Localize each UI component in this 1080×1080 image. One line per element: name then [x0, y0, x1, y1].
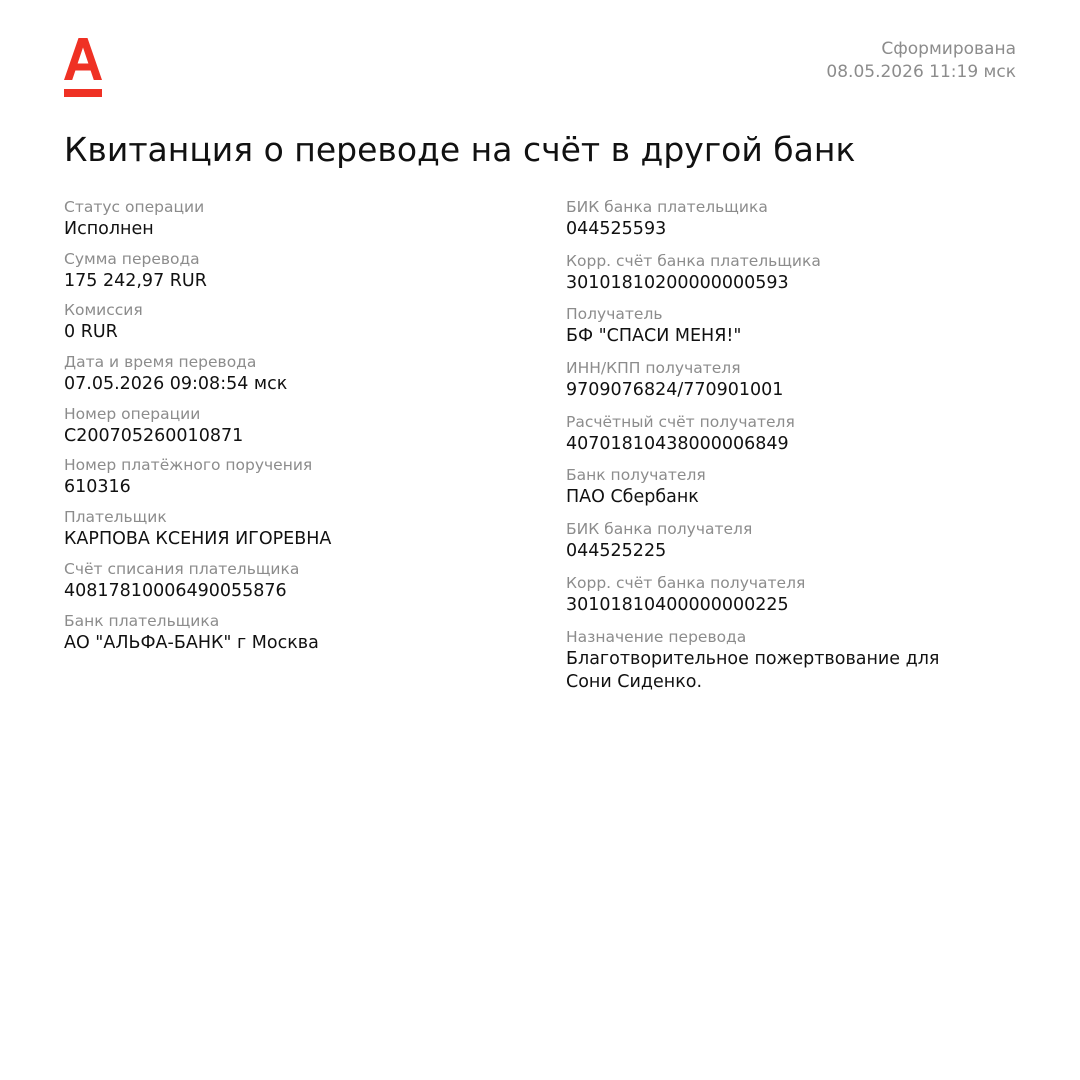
field-transfer-purpose	[566, 627, 1006, 692]
field-label: Номер операции	[64, 404, 201, 423]
field-value: 07.05.2026 09:08:54 мск	[64, 374, 288, 395]
field-value: Благотворительное пожертвование для Сони Сиденко.	[566, 648, 940, 692]
field-label: Расчётный счёт получателя	[566, 412, 795, 431]
field-operation-status	[64, 197, 524, 249]
field-value: 175 242,97 RUR	[64, 270, 207, 291]
field-value: 044525225	[566, 541, 667, 562]
field-recipient	[566, 304, 1006, 358]
generated-info	[826, 38, 1016, 84]
field-transfer-datetime	[64, 352, 524, 404]
field-label: Назначение перевода	[566, 627, 747, 646]
field-label: Корр. счёт банка плательщика	[566, 251, 821, 270]
field-recipient-inn-kpp	[566, 358, 1006, 412]
field-value: 0 RUR	[64, 322, 118, 343]
logo-underline	[64, 89, 102, 97]
field-payer-account	[64, 559, 524, 611]
field-label: Сумма перевода	[64, 249, 200, 268]
field-value: БФ "СПАСИ МЕНЯ!"	[566, 326, 742, 347]
field-value: КАРПОВА КСЕНИЯ ИГОРЕВНА	[64, 529, 332, 550]
field-value: АО "АЛЬФА-БАНК" г Москва	[64, 632, 319, 653]
generated-datetime: 08.05.2026 11:19 мск	[826, 62, 1016, 82]
field-recipient-bank-corr-account	[566, 573, 1006, 627]
field-operation-number	[64, 404, 524, 456]
field-commission	[64, 300, 524, 352]
generated-label: Сформирована	[881, 39, 1016, 59]
alfa-bank-logo	[64, 38, 102, 98]
field-label: Номер платёжного поручения	[64, 456, 313, 475]
field-payment-order-number	[64, 455, 524, 507]
left-column	[64, 197, 524, 662]
field-recipient-bank	[566, 465, 1006, 519]
field-value: 40817810006490055876	[64, 580, 287, 601]
field-label: БИК банка плательщика	[566, 198, 768, 216]
field-value: 9709076824/770901001	[566, 380, 784, 401]
field-value: 610316	[64, 477, 131, 498]
field-label: Дата и время перевода	[64, 353, 257, 372]
receipt-title: Квитанция о переводе на счёт в другой банк	[64, 130, 856, 169]
field-transfer-amount	[64, 249, 524, 301]
field-recipient-account	[566, 412, 1006, 466]
field-value: 40701810438000006849	[566, 433, 789, 454]
field-payer-bank-bik	[566, 197, 1006, 251]
field-value: 30101810200000000593	[566, 272, 789, 293]
field-label: БИК банка получателя	[566, 520, 753, 539]
field-value: ПАО Сбербанк	[566, 487, 699, 508]
field-payer-bank-corr-account	[566, 251, 1006, 305]
field-value: Исполнен	[64, 219, 154, 239]
field-label: Комиссия	[64, 301, 143, 320]
field-label: Банк плательщика	[64, 611, 220, 630]
field-value: 044525593	[566, 219, 667, 239]
field-label: ИНН/КПП получателя	[566, 359, 741, 378]
field-label: Плательщик	[64, 508, 167, 527]
field-value: 30101810400000000225	[566, 594, 789, 615]
field-recipient-bank-bik	[566, 519, 1006, 573]
field-label: Получатель	[566, 305, 663, 324]
field-label: Счёт списания плательщика	[64, 559, 300, 578]
field-payer	[64, 507, 524, 559]
field-label: Статус операции	[64, 198, 205, 216]
field-label: Банк получателя	[566, 466, 706, 485]
logo-letter-a	[64, 38, 102, 80]
right-column	[566, 197, 1006, 692]
field-payer-bank	[64, 611, 524, 663]
field-label: Корр. счёт банка получателя	[566, 573, 806, 592]
field-value: C200705260010871	[64, 425, 244, 446]
